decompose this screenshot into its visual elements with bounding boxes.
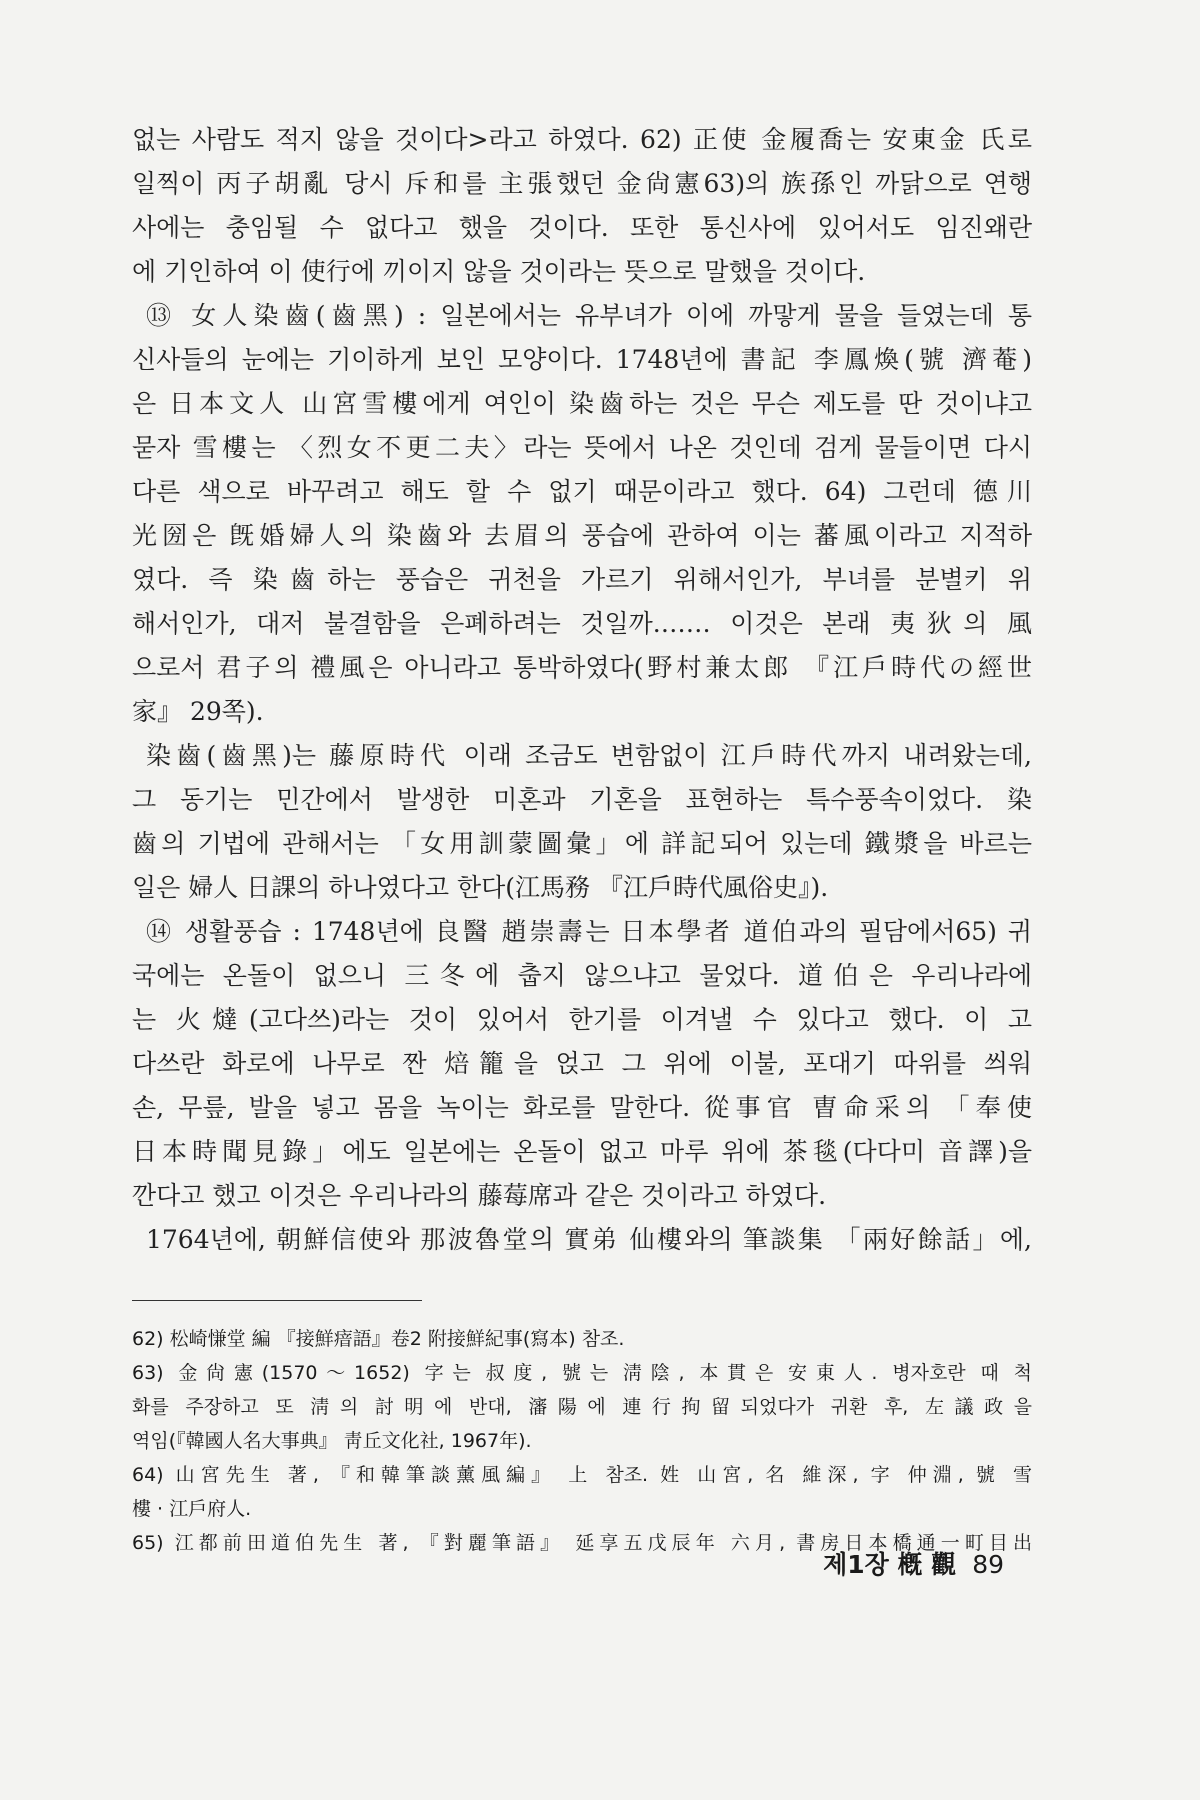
footnote-line: 64) 山宮先生 著, 『和韓筆談薰風編』 上 참조. 姓 山宮, 名 維深, 字 仲淵, 號 雪	[132, 1464, 1032, 1486]
text-line: ⑭ 생활풍습 : 1748년에 良醫 趙崇壽는 日本學者 道伯과의 필담에서65) 귀	[146, 917, 1032, 946]
text-line: 였다. 즉 染齒하는 풍습은 귀천을 가르기 위해서인가, 부녀를 분별키 위	[132, 565, 1032, 594]
footnote-line: 화를 주장하고 또 淸의 討明에 반대, 瀋陽에 連行拘留되었다가 귀환 후, 左議政을	[132, 1396, 1032, 1418]
text-line: 깐다고 했고 이것은 우리나라의 藤莓席과 같은 것이라고 하였다.	[132, 1181, 827, 1210]
footnote-line: 62) 松崎慊堂 編 『接鮮瘖語』卷2 附接鮮紀事(寫本) 참조.	[132, 1328, 625, 1350]
text-line: 는 火燵(고다쓰)라는 것이 있어서 한기를 이겨낼 수 있다고 했다. 이 고	[132, 1005, 1032, 1034]
text-line: 으로서 君子의 禮風은 아니라고 통박하였다(野村兼太郎 『江戶時代の經世	[132, 653, 1032, 682]
text-line: ⑬ 女人染齒(齒黑) : 일본에서는 유부녀가 이에 까맣게 물을 들였는데 통	[146, 301, 1032, 330]
text-line: 일은 婦人 日課의 하나였다고 한다(江馬務 『江戶時代風俗史』).	[132, 873, 829, 902]
text-line: 사에는 충임될 수 없다고 했을 것이다. 또한 통신사에 있어서도 임진왜란	[132, 213, 1032, 242]
page-footer	[823, 1545, 1004, 1585]
footnote-divider	[132, 1300, 422, 1301]
text-line: 그 동기는 민간에서 발생한 미혼과 기혼을 표현하는 특수풍속이었다. 染	[132, 785, 1032, 814]
text-line: 1764년에, 朝鮮信使와 那波魯堂의 實弟 仙樓와의 筆談集 「兩好餘話」에,	[146, 1225, 1032, 1254]
text-line: 은 日本文人 山宮雪樓에게 여인이 染齒하는 것은 무슨 제도를 딴 것이냐고	[132, 389, 1032, 418]
text-line: 국에는 온돌이 없으니 三冬에 춥지 않으냐고 물었다. 道伯은 우리나라에	[132, 961, 1032, 990]
text-line: 光圀은 旣婚婦人의 染齒와 去眉의 풍습에 관하여 이는 蕃風이라고 지적하	[132, 521, 1032, 550]
text-line: 신사들의 눈에는 기이하게 보인 모양이다. 1748년에 書記 李鳳煥(號 濟菴)	[132, 345, 1032, 374]
text-line: 日本時聞見錄」에도 일본에는 온돌이 없고 마루 위에 茶毯(다다미 音譯)을	[132, 1137, 1032, 1166]
chapter-title: 제1장 槪 觀	[823, 1550, 957, 1579]
footnotes	[132, 1322, 1032, 1560]
footnote-line: 역임(『韓國人名大事典』 靑丘文化社, 1967年).	[132, 1430, 532, 1452]
text-line: 손, 무릎, 발을 넣고 몸을 녹이는 화로를 말한다. 從事官 曺命采의 「奉使	[132, 1093, 1032, 1122]
text-line: 묻자 雪樓는 〈烈女不更二夫〉라는 뜻에서 나온 것인데 검게 물들이면 다시	[132, 433, 1032, 462]
text-line: 家』 29쪽).	[132, 697, 264, 726]
text-line: 없는 사람도 적지 않을 것이다>라고 하였다. 62) 正使 金履喬는 安東金 氏로	[132, 125, 1032, 154]
text-line: 일찍이 丙子胡亂 당시 斥和를 主張했던 金尙憲63)의 族孫인 까닭으로 연행	[132, 169, 1032, 198]
text-line: 다쓰란 화로에 나무로 짠 焙籠을 얹고 그 위에 이불, 포대기 따위를 씌워	[132, 1049, 1032, 1078]
text-line: 해서인가, 대저 불결함을 은폐하려는 것일까.…… 이것은 본래 夷狄의 風	[132, 609, 1032, 638]
main-text	[132, 118, 1032, 1262]
page-number: 89	[972, 1550, 1004, 1579]
text-line: 齒의 기법에 관해서는 「女用訓蒙圖彙」에 詳記되어 있는데 鐵漿을 바르는	[132, 829, 1032, 858]
footnote-line: 65) 江都前田道伯先生 著, 『對麗筆語』 延享五戊辰年 六月, 書房日本橋通一町目出	[132, 1532, 1032, 1554]
text-line: 에 기인하여 이 使行에 끼이지 않을 것이라는 뜻으로 말했을 것이다.	[132, 257, 866, 286]
text-line: 다른 색으로 바꾸려고 해도 할 수 없기 때문이라고 했다. 64) 그런데 德川	[132, 477, 1032, 506]
text-line: 染齒(齒黑)는 藤原時代 이래 조금도 변함없이 江戶時代까지 내려왔는데,	[146, 741, 1032, 770]
footnote-line: 63) 金尙憲(1570～1652) 字는 叔度, 號는 淸陰, 本貫은 安東人. 병자호란 때 척	[132, 1362, 1032, 1384]
footnote-line: 樓 · 江戶府人.	[132, 1498, 252, 1520]
